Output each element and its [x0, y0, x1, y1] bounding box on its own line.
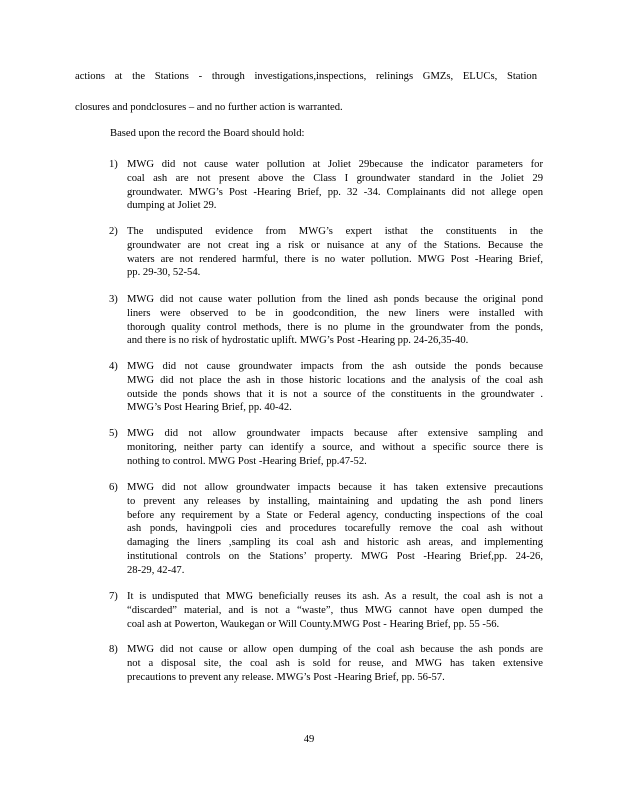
- item-6-number: 6): [109, 482, 118, 493]
- list-item-4: [127, 360, 543, 415]
- item-4-number: 4): [109, 361, 118, 372]
- list-item-2: [127, 225, 543, 280]
- item-line: nothing to control. MWG Post -Hearing Brief, pp.47-52.: [127, 455, 367, 467]
- item-line: thorough quality control methods, there is no plume in the groundwater from the ponds,: [127, 321, 543, 333]
- item-line: waters are not rendered harmful, there is no water pollution. MWG Post -Hearing Brief,: [127, 253, 543, 265]
- item-line: MWG did not cause or allow open dumping of the coal ash because the ash ponds are: [127, 644, 543, 655]
- item-line: monitoring, neither party can identify a source, and without a specific source there is: [127, 441, 543, 453]
- item-line: MWG did not cause water pollution at Joliet 29because the indicator parameters for: [127, 159, 543, 170]
- item-1-number: 1): [109, 159, 118, 170]
- item-line: to prevent any releases by installing, maintaining and updating the ash pond liners: [127, 495, 543, 507]
- item-line: MWG did not cause groundwater impacts from the ash outside the ponds because: [127, 361, 543, 372]
- item-line: groundwater. MWG’s Post -Hearing Brief, pp. 32 -34. Complainants did not allege open: [127, 186, 543, 198]
- item-line: MWG did not allow groundwater impacts because after extensive sampling and: [127, 428, 543, 439]
- item-line: The undisputed evidence from MWG’s expert isthat the constituents in the: [127, 226, 543, 237]
- item-7-number: 7): [109, 591, 118, 602]
- intro-line-1: actions at the Stations - through investigations,inspections, relinings GMZs, ELUCs, Station: [75, 71, 537, 82]
- item-line: and there is no risk of hydrostatic uplift. MWG’s Post -Hearing pp. 24-26,35-40.: [127, 335, 469, 347]
- item-line: ash ponds, havingpoli cies and procedures tocarefully remove the coal ash without: [127, 523, 543, 535]
- item-line: MWG’s Post Hearing Brief, pp. 40-42.: [127, 402, 292, 414]
- item-line: dumping at Joliet 29.: [127, 200, 217, 212]
- list-item-6: [127, 481, 543, 578]
- list-item-7: [127, 590, 543, 631]
- list-item-5: [127, 427, 543, 468]
- item-line: precautions to prevent any release. MWG’s Post -Hearing Brief, pp. 56-57.: [127, 671, 445, 683]
- intro-line-2: closures and pondclosures – and no further action is warranted.: [75, 102, 343, 113]
- item-line: institutional controls on the Stations’ property. MWG Post -Hearing Brief,pp. 24-26,: [127, 550, 543, 562]
- item-line: MWG did not cause water pollution from the lined ash ponds because the original pond: [127, 294, 543, 305]
- item-8-number: 8): [109, 644, 118, 655]
- item-line: coal ash are not present above the Class I groundwater standard in the Joliet 29: [127, 172, 543, 184]
- item-line: damaging the liners ,sampling its coal ash and historic ash areas, and implementing: [127, 537, 543, 549]
- item-line: before any requirement by a State or Federal agency, conducting inspections of the coal: [127, 509, 543, 521]
- list-item-1: [127, 158, 543, 213]
- item-line: coal ash at Powerton, Waukegan or Will County.MWG Post - Hearing Brief, pp. 55 -56.: [127, 618, 500, 630]
- item-line: It is undisputed that MWG beneficially reuses its ash. As a result, the coal ash is not a: [127, 591, 543, 602]
- item-5-number: 5): [109, 428, 118, 439]
- item-line: MWG did not allow groundwater impacts because it has taken extensive precautions: [127, 482, 543, 493]
- item-line: liners were observed to be in goodcondition, the new liners were installed with: [127, 307, 543, 319]
- intro-line-3: Based upon the record the Board should hold:: [110, 128, 305, 139]
- list-item-3: [127, 293, 543, 348]
- item-line: not a disposal site, the coal ash is sold for reuse, and MWG has taken extensive: [127, 657, 543, 669]
- item-3-number: 3): [109, 294, 118, 305]
- page-number: 49: [303, 734, 315, 745]
- item-line: MWG did not place the ash in those historic locations and the analysis of the coal ash: [127, 374, 543, 386]
- list-item-8: [127, 643, 543, 684]
- item-2-number: 2): [109, 226, 118, 237]
- item-line: outside the ponds shows that it is not a source of the constituents in the groundwater .: [127, 388, 543, 400]
- item-line: “discarded” material, and is not a “waste”, thus MWG cannot have open dumped the: [127, 604, 543, 616]
- item-line: 28-29, 42-47.: [127, 564, 185, 576]
- item-line: pp. 29-30, 52-54.: [127, 267, 201, 279]
- item-line: groundwater are not creat ing a risk or nuisance at any of the Stations. Because the: [127, 239, 543, 251]
